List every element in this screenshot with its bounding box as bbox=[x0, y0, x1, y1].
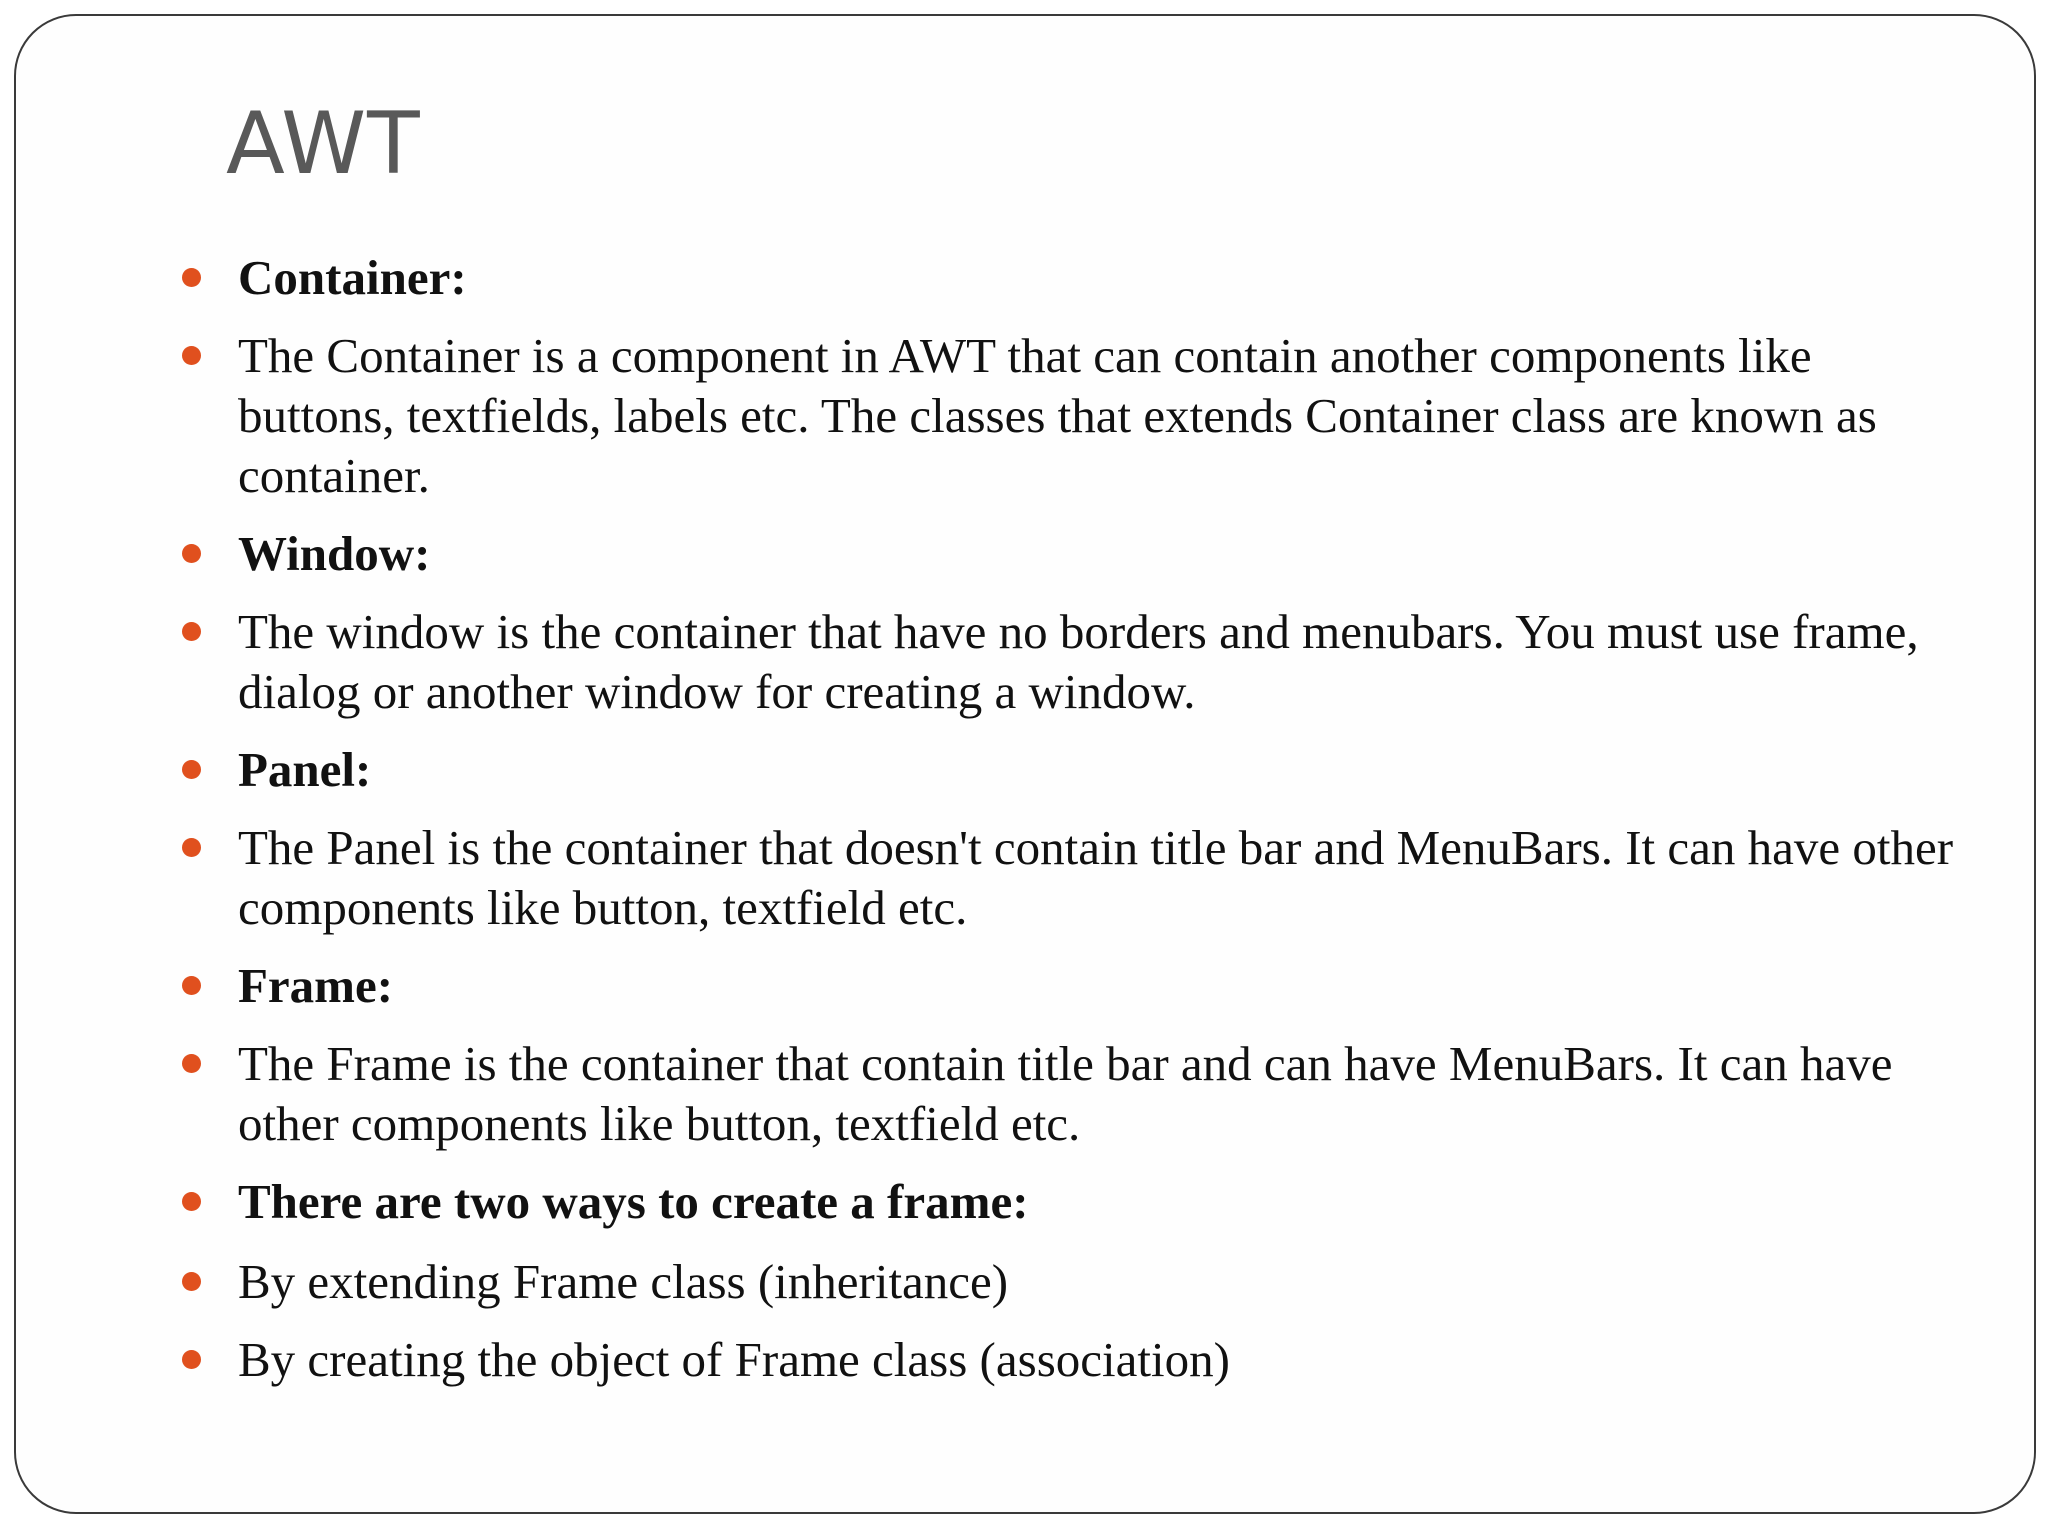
bullet-item bbox=[16, 1252, 2038, 1312]
bullet-text: By creating the object of Frame class (association) bbox=[238, 1332, 1230, 1387]
bullet-dot-icon bbox=[182, 1350, 201, 1369]
bullet-item bbox=[16, 1330, 2038, 1390]
bullet-dot-icon bbox=[182, 760, 201, 779]
bullet-dot-icon bbox=[182, 976, 201, 995]
bullet-item bbox=[16, 740, 2038, 800]
bullet-text: The Frame is the container that contain title bar and can have MenuBars. It can have other components like button, textfield etc. bbox=[238, 1036, 1893, 1151]
bullet-dot-icon bbox=[182, 838, 201, 857]
bullet-list bbox=[16, 248, 2038, 1408]
bullet-dot-icon bbox=[182, 346, 201, 365]
bullet-item bbox=[16, 326, 2038, 506]
bullet-item bbox=[16, 818, 2038, 938]
bullet-dot-icon bbox=[182, 1192, 201, 1211]
bullet-item bbox=[16, 956, 2038, 1016]
bullet-text: The Panel is the container that doesn't contain title bar and MenuBars. It can have other components like button, textfield etc. bbox=[238, 820, 1954, 935]
bullet-dot-icon bbox=[182, 268, 201, 287]
bullet-item bbox=[16, 1034, 2038, 1154]
bullet-dot-icon bbox=[182, 1272, 201, 1291]
bullet-dot-icon bbox=[182, 622, 201, 641]
bullet-text: Window: bbox=[238, 526, 431, 581]
bullet-item bbox=[16, 248, 2038, 308]
bullet-dot-icon bbox=[182, 544, 201, 563]
bullet-text: Container: bbox=[238, 250, 467, 305]
slide bbox=[14, 14, 2036, 1514]
bullet-text: Panel: bbox=[238, 742, 372, 797]
bullet-item bbox=[16, 524, 2038, 584]
slide-title: AWT bbox=[226, 94, 421, 194]
bullet-item bbox=[16, 1172, 2038, 1232]
bullet-text: The Container is a component in AWT that can contain another components like buttons, textfields, labels etc. The classes that extends Container class are known as container. bbox=[238, 328, 1877, 503]
bullet-text: The window is the container that have no borders and menubars. You must use frame, dialog or another window for creating a window. bbox=[238, 604, 1919, 719]
bullet-text: Frame: bbox=[238, 958, 394, 1013]
bullet-text: By extending Frame class (inheritance) bbox=[238, 1254, 1009, 1309]
bullet-text: There are two ways to create a frame: bbox=[238, 1174, 1029, 1229]
bullet-item bbox=[16, 602, 2038, 722]
bullet-dot-icon bbox=[182, 1054, 201, 1073]
